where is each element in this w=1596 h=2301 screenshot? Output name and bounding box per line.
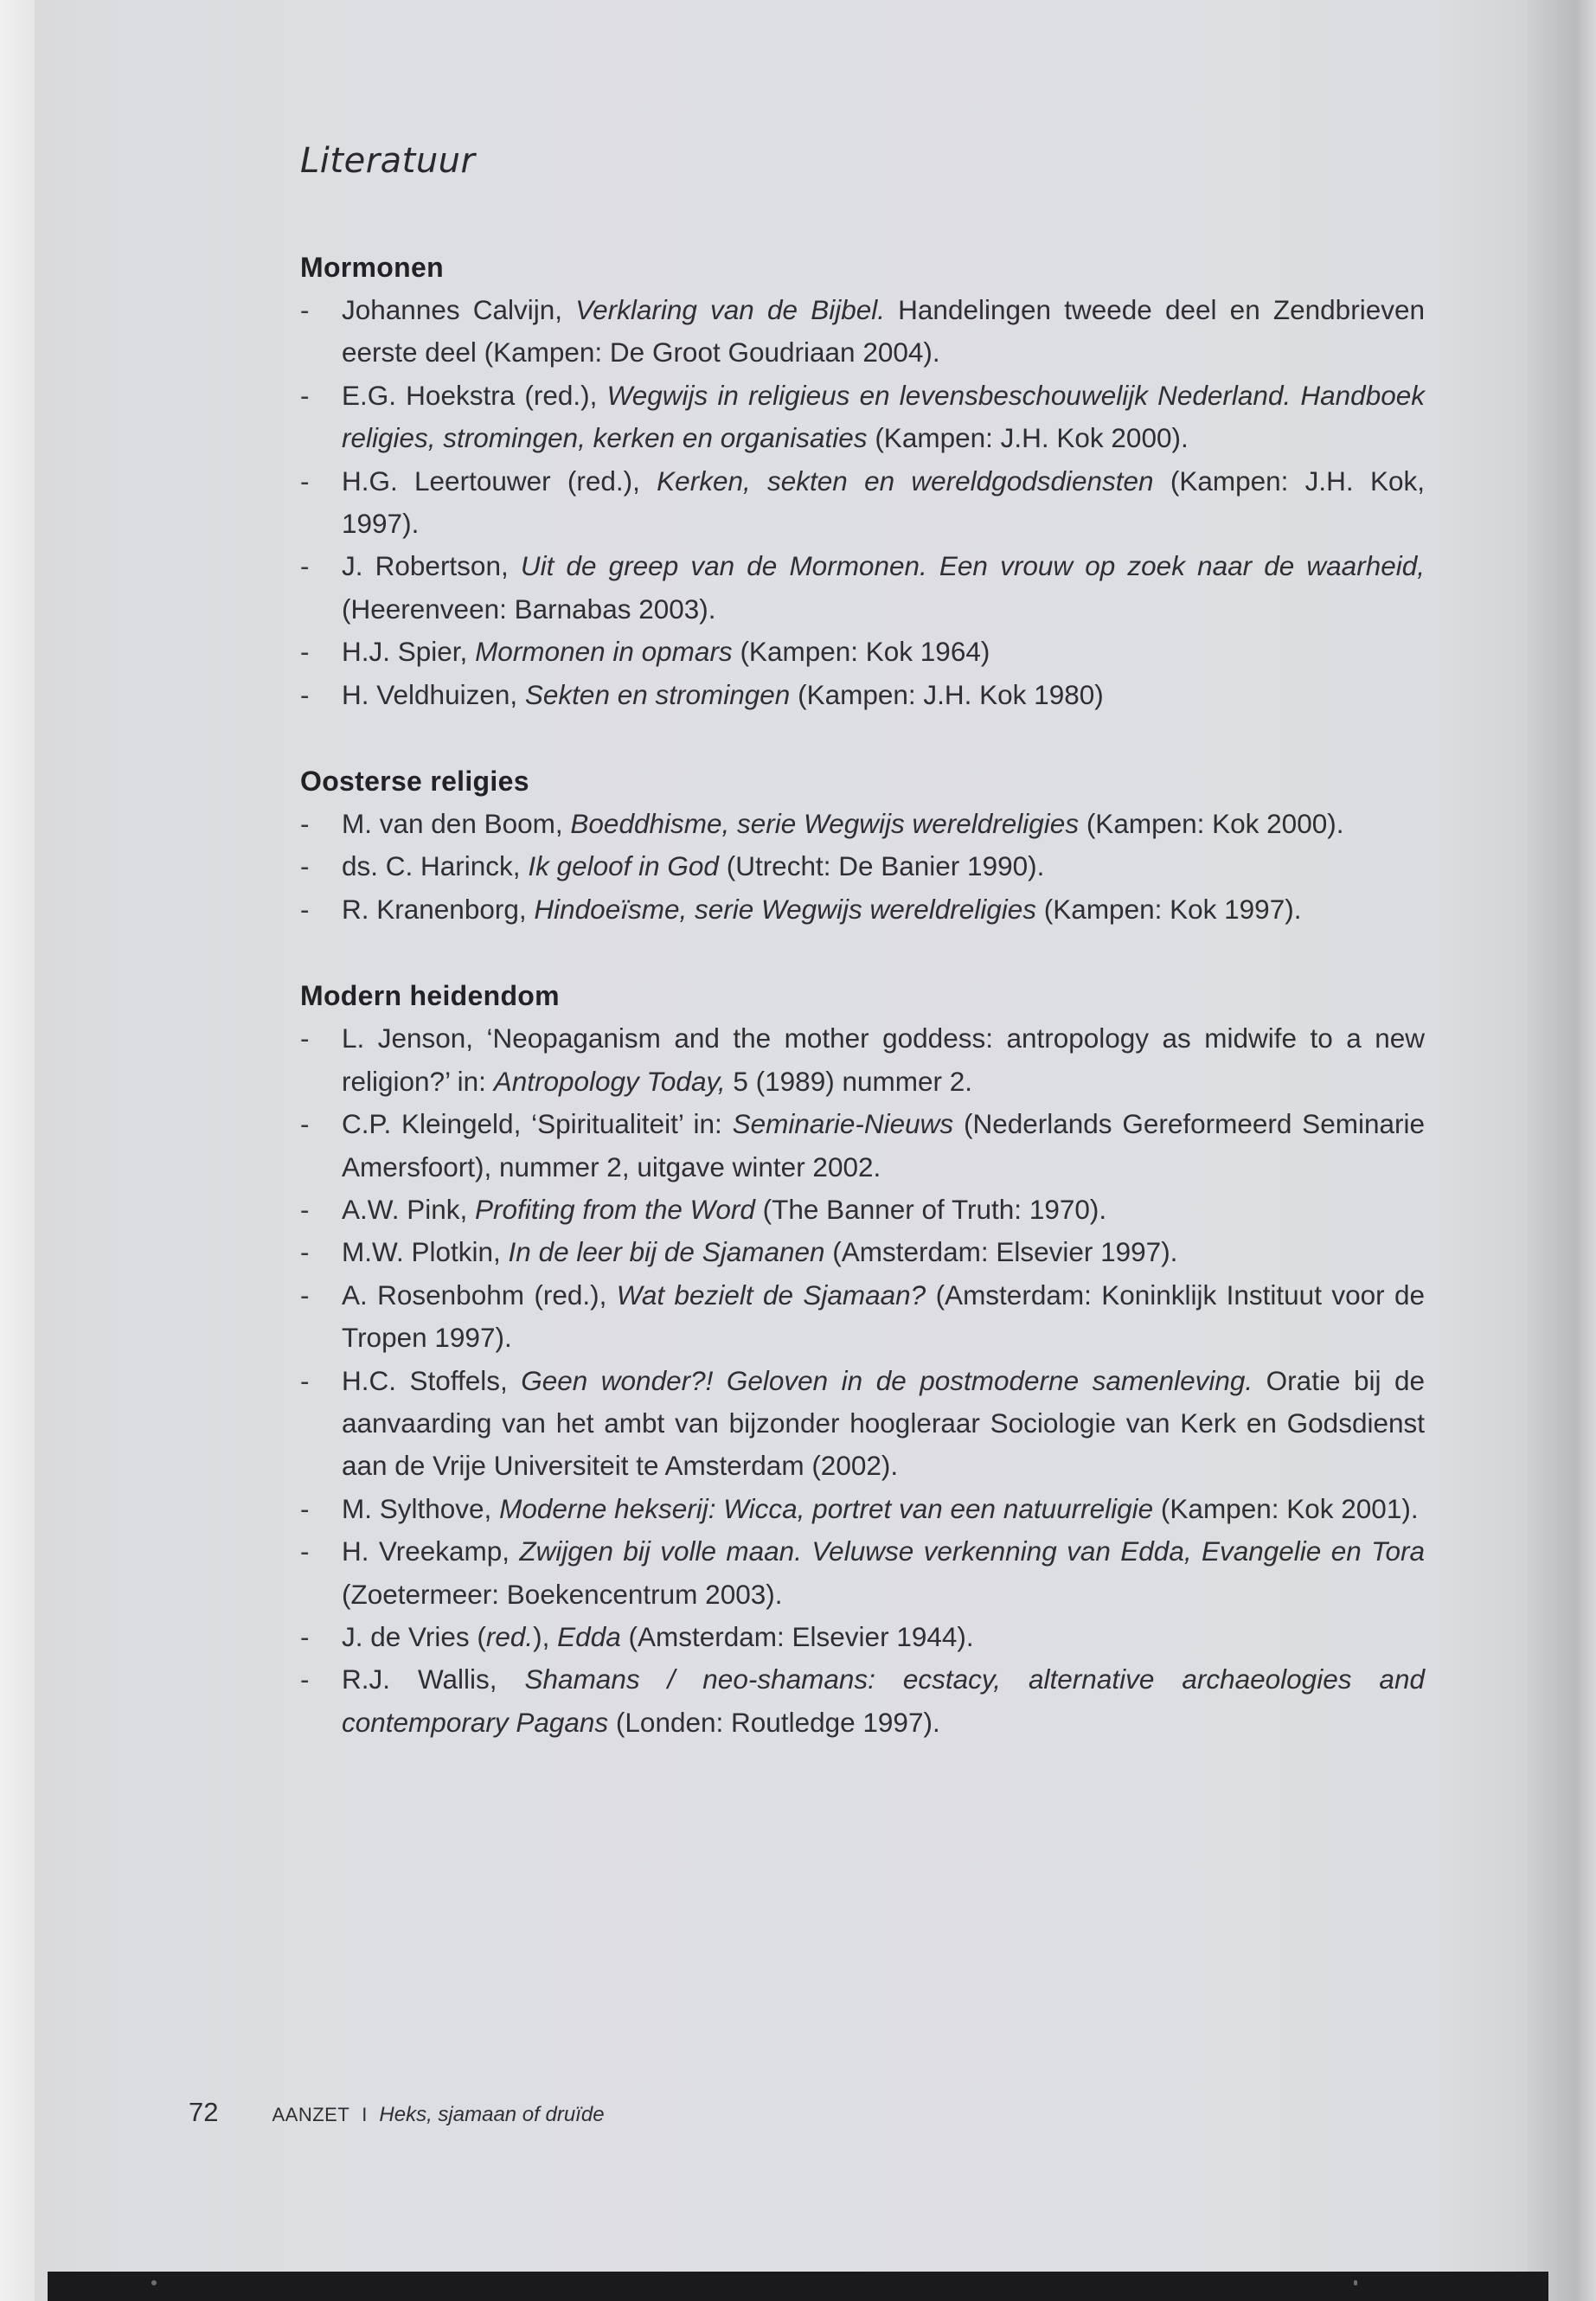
entry-text: (Kampen: J.H. Kok 1980) — [790, 678, 1104, 710]
bibliography-entry — [300, 1231, 1425, 1273]
scan-artifact — [151, 2280, 157, 2285]
entry-text: M.W. Plotkin, — [342, 1236, 509, 1268]
entry-text: H.G. Leertouwer (red.), — [342, 465, 657, 497]
entry-text: ds. C. Harinck, — [342, 850, 529, 882]
book-title: Heks, sjamaan of druïde — [379, 2103, 605, 2126]
entry-title-italic: Zwijgen bij volle maan. Veluwse verkenning van Edda, Evangelie en Tora — [519, 1535, 1425, 1567]
bibliography-entry — [300, 375, 1425, 460]
bullet-dash: - — [300, 1663, 310, 1695]
series-name: AANZET — [272, 2104, 350, 2125]
bullet-dash: - — [300, 1620, 310, 1652]
entry-text: (Amsterdam: Koninklijk Instituut voor de Tropen 1997). — [342, 1279, 1425, 1354]
entry-list — [300, 803, 1425, 931]
section-heading: Oosterse religies — [300, 766, 529, 798]
entry-title-italic: Wat bezielt de Sjamaan? — [616, 1279, 926, 1311]
entry-text: H.J. Spier, — [342, 636, 476, 668]
entry-text: (Heerenveen: Barnabas 2003). — [342, 593, 716, 625]
entry-title-italic: Kerken, sekten en wereldgodsdiensten — [657, 465, 1154, 497]
bibliography-entry — [300, 888, 1425, 931]
entry-text: 5 (1989) nummer 2. — [725, 1065, 973, 1097]
entry-text: A. Rosenbohm (red.), — [342, 1279, 617, 1311]
entry-text: (Kampen: Kok 1964) — [732, 636, 990, 668]
bullet-dash: - — [300, 465, 310, 497]
bibliography-entry — [300, 803, 1425, 845]
bullet-dash: - — [300, 893, 310, 925]
entry-text: Oratie bij de aanvaarding van het ambt van bijzonder hoogleraar Sociologie van Kerk en Godsdienst aan de Vrije Universiteit te Amsterdam (2002). — [342, 1364, 1425, 1482]
bullet-dash: - — [300, 808, 310, 840]
bibliography-entry — [300, 1616, 1425, 1658]
entry-text: (Kampen: J.H. Kok, 1997). — [342, 465, 1425, 540]
entry-title-italic: Hindoeïsme, serie Wegwijs wereldreligies — [534, 893, 1037, 925]
bullet-dash: - — [300, 678, 310, 710]
entry-text: (Kampen: Kok 1997). — [1036, 893, 1302, 925]
bibliography-entry — [300, 1488, 1425, 1530]
entry-text: R. Kranenborg, — [342, 893, 535, 925]
section-mormonen — [300, 246, 1425, 716]
entry-text: J. Robertson, — [342, 550, 521, 582]
bullet-dash: - — [300, 1108, 310, 1140]
entry-text: (The Banner of Truth: 1970). — [754, 1193, 1107, 1225]
bibliography-entry — [300, 289, 1425, 375]
entry-text: (Amsterdam: Elsevier 1944). — [620, 1620, 974, 1652]
entry-title-italic: Antropology Today, — [493, 1065, 726, 1097]
entry-text: E.G. Hoekstra (red.), — [342, 379, 607, 411]
entry-title-italic: Wegwijs in religieus en levensbeschouwelijk Nederland. Handboek religies, stromingen, kerken en organisaties — [342, 379, 1425, 454]
bullet-dash: - — [300, 294, 310, 325]
bibliography-entry — [300, 1189, 1425, 1231]
section-heading: Mormonen — [300, 252, 444, 283]
entry-text: Handelingen tweede deel en Zendbrieven eerste deel (Kampen: De Groot Goudriaan 2004). — [342, 294, 1425, 369]
page-binding-shadow — [1527, 0, 1596, 2301]
bibliography-entry — [300, 1103, 1425, 1189]
bibliography-entry — [300, 1658, 1425, 1744]
entry-text: A.W. Pink, — [342, 1193, 476, 1225]
entry-list — [300, 289, 1425, 716]
entry-title-italic: Shamans / neo-shamans: ecstacy, alternative archaeologies and contemporary Pagans — [342, 1663, 1425, 1738]
bibliography-entry — [300, 1530, 1425, 1616]
entry-text: H.C. Stoffels, — [342, 1364, 522, 1396]
page-title: Literatuur — [300, 141, 476, 181]
bullet-dash: - — [300, 850, 310, 882]
entry-title-italic: Profiting from the Word — [475, 1193, 755, 1225]
bibliography-entry — [300, 1017, 1425, 1103]
entry-text: (Nederlands Gereformeerd Seminarie Amersfoort), nummer 2, uitgave winter 2002. — [342, 1108, 1425, 1183]
entry-text: H. Veldhuizen, — [342, 678, 525, 710]
entry-text: (Kampen: Kok 2001). — [1153, 1492, 1419, 1524]
entry-text: C.P. Kleingeld, ‘Spiritualiteit’ in: — [342, 1108, 733, 1140]
bibliography-entry — [300, 460, 1425, 546]
bullet-dash: - — [300, 636, 310, 668]
entry-text: ), — [533, 1620, 558, 1652]
bullet-dash: - — [300, 1492, 310, 1524]
bibliography-entry — [300, 845, 1425, 888]
page-number: 72 — [189, 2097, 219, 2127]
entry-text: J. de Vries ( — [342, 1620, 486, 1652]
section-heading: Modern heidendom — [300, 980, 560, 1012]
entry-text: (Kampen: Kok 2000). — [1079, 808, 1344, 840]
entry-text: (Amsterdam: Elsevier 1997). — [824, 1236, 1178, 1268]
entry-title-italic: Seminarie-Nieuws — [732, 1108, 954, 1140]
scan-bottom-edge — [48, 2272, 1548, 2301]
entry-text: H. Vreekamp, — [342, 1535, 520, 1567]
bullet-dash: - — [300, 1193, 310, 1225]
entry-title-italic: Geen wonder?! Geloven in de postmoderne samenleving. — [521, 1364, 1253, 1396]
entry-title-italic: Ik geloof in God — [528, 850, 719, 882]
bibliography-entry — [300, 1360, 1425, 1488]
entry-title-italic: Uit de greep van de Mormonen. Een vrouw op zoek naar de waarheid, — [520, 550, 1426, 582]
entry-text: (Kampen: J.H. Kok 2000). — [867, 422, 1189, 454]
entry-title-italic: Boeddhisme, serie Wegwijs wereldreligies — [570, 808, 1080, 840]
entry-title-italic: Moderne hekserij: Wicca, portret van een natuurreligie — [499, 1492, 1154, 1524]
bibliography-entry — [300, 631, 1425, 673]
bibliography — [300, 138, 1425, 1787]
bibliography-entry — [300, 1274, 1425, 1360]
scan-artifact — [1354, 2280, 1357, 2285]
entry-title-italic: Verklaring van de Bijbel. — [575, 294, 885, 325]
entry-title-italic: Mormonen in opmars — [475, 636, 733, 668]
bullet-dash: - — [300, 550, 310, 582]
entry-text: M. Sylthove, — [342, 1492, 500, 1524]
page-edge-left — [0, 0, 35, 2301]
entry-text: R.J. Wallis, — [342, 1663, 525, 1695]
entry-list — [300, 1017, 1425, 1744]
bibliography-entry — [300, 674, 1425, 716]
entry-text: (Utrecht: De Banier 1990). — [718, 850, 1045, 882]
section-oosterse-religies — [300, 760, 1425, 931]
bullet-dash: - — [300, 1364, 310, 1396]
entry-text: (Londen: Routledge 1997). — [608, 1706, 940, 1738]
entry-text: (Zoetermeer: Boekencentrum 2003). — [342, 1578, 783, 1610]
page-footer — [189, 2097, 605, 2135]
bibliography-entry — [300, 545, 1425, 631]
bullet-dash: - — [300, 1535, 310, 1567]
bullet-dash: - — [300, 1236, 310, 1268]
bullet-dash: - — [300, 1279, 310, 1311]
entry-title-italic: In de leer bij de Sjamanen — [508, 1236, 825, 1268]
entry-text: M. van den Boom, — [342, 808, 571, 840]
entry-title-italic: Edda — [557, 1620, 621, 1652]
entry-text: L. Jenson, ‘Neopaganism and the mother goddess: antropology as midwife to a new religion?’ in: — [342, 1022, 1425, 1097]
footer-separator: I — [362, 2104, 368, 2125]
bullet-dash: - — [300, 379, 310, 411]
entry-text: Johannes Calvijn, — [342, 294, 576, 325]
bullet-dash: - — [300, 1022, 310, 1054]
section-modern-heidendom — [300, 974, 1425, 1744]
entry-title-italic: red. — [485, 1620, 534, 1652]
entry-title-italic: Sekten en stromingen — [524, 678, 791, 710]
